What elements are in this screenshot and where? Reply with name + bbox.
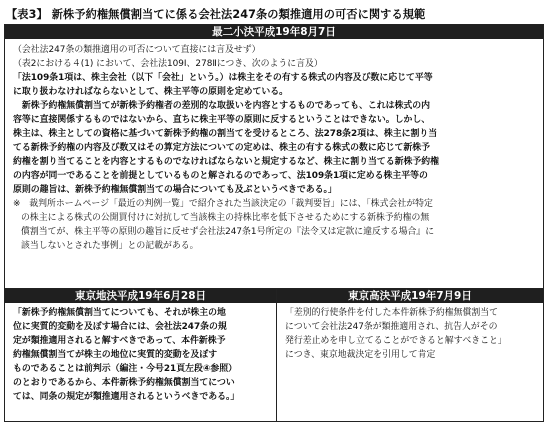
supreme-quote-line: の内容が同一であることを前提としているものと解されるのであって、法109条1項に定める株主平等の (13, 171, 428, 181)
tokyo-high-body (277, 303, 543, 362)
high-line: について会社法247条が類推適用され、抗告人がその (285, 322, 498, 332)
district-line: ものであることは前判示（編注・今号21頁左段④参照） (13, 364, 237, 374)
rules-table (4, 24, 544, 422)
supreme-court-body (13, 43, 535, 253)
high-line: につき、東京地裁決定を引用して肯定 (285, 350, 436, 360)
supreme-note-line: 該当しないとされた事例」との記載がある。 (21, 241, 199, 251)
supreme-note-line: の株主による株式の公開買付けに対抗して当該株主の持株比率を低下させるためにする新株予約権の無 (21, 213, 430, 223)
high-line: 発行差止めを申し立てることができると解すべきこと」 (285, 336, 507, 346)
supreme-note-line: ※ 裁判所ホームページ「最近の判例一覧」で紹介された当該決定の「裁判要旨」には、「株式会社が特定 (13, 199, 433, 209)
supreme-quote-line: に取り扱わなければならないとして、株主平等の原則を定めている。 (13, 87, 288, 97)
tokyo-district-column (5, 288, 277, 421)
tokyo-district-header: 東京地決平成19年6月28日 (5, 289, 276, 303)
table-title: 【表3】 新株予約権無償割当てに係る会社法247条の類推適用の可否に関する規範 (6, 8, 426, 21)
tokyo-district-body (5, 303, 276, 404)
supreme-quote-line: てる新株予約権の内容及び数又はその算定方法についての定めは、株主の有する株式の数に応じて新株予 (13, 143, 430, 153)
district-line: 「新株予約権無償割当てについても、それが株主の地 (13, 308, 226, 318)
district-line: 定が類推適用されると解すべきであって、本件新株予 (13, 336, 226, 346)
supreme-quote-line: 容等に直接関係するものではないから、直ちに株主平等の原則に反するということはできない。しかし、 (13, 115, 431, 125)
district-line: のとおりであるから、本件新株予約権無償割当てについ (13, 378, 235, 388)
supreme-quote-line: 株主は、株主としての資格に基づいて新株予約権の割当てを受けるところ、法278条2項は、株主に割り当 (13, 129, 438, 139)
supreme-quote-line: 新株予約権無償割当てが新株予約権者の差別的な取扱いを内容とするものであっても、これは株式の内 (13, 101, 431, 111)
supreme-line: （会社法247条の類推適用の可否について直接には言及せず） (13, 45, 261, 55)
supreme-line: （表2における４(1) において、会社法109Ⅰ、278Ⅱにつき、次のように言及） (13, 59, 323, 69)
tokyo-high-column (277, 288, 543, 421)
tokyo-high-header: 東京高決平成19年7月9日 (277, 289, 543, 303)
supreme-note-line: 償割当てが、株主平等の原則の趣旨に反せず会社法247条1号所定の『法令又は定款に違反する場合』に (21, 227, 435, 237)
supreme-quote-line: 原則の趣旨は、新株予約権無償割当ての場合についても及ぶというべきである。」 (13, 185, 337, 195)
district-line: ては、同条の規定が類推適用されるというべきである。」 (13, 392, 240, 402)
supreme-court-header: 最二小決平成19年8月7日 (5, 25, 543, 39)
supreme-quote-line: 約権を割り当てることを内容とするものでなければならないと規定するなど、株主に割り当てる新株予約権 (13, 157, 439, 167)
high-line: 「差別的行使条件を付した本件新株予約権無償割当て (285, 308, 498, 318)
district-line: 約権無償割当てが株主の地位に実質的変動を及ぼす (13, 350, 218, 360)
supreme-quote-line: 「法109条1項は、株主会社（以下「会社」という。）は株主をその有する株式の内容及び数に応じて平等 (13, 73, 433, 83)
district-line: 位に実質的変動を及ぼす場合には、会社法247条の規 (13, 322, 227, 332)
